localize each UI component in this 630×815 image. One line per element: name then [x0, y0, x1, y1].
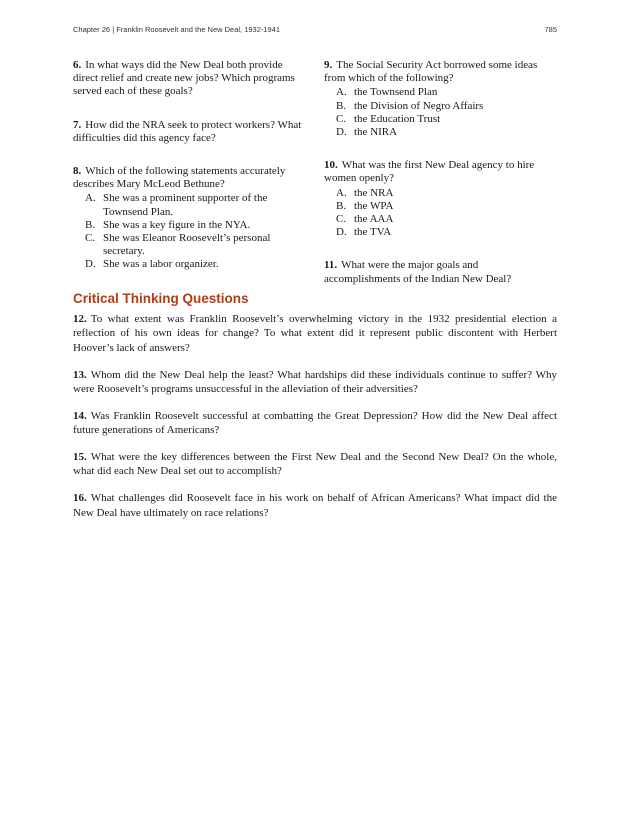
- question-number: 10.: [324, 159, 338, 172]
- answer-options: [336, 86, 556, 139]
- option-text: the WPA: [354, 199, 394, 212]
- option-d: [336, 226, 556, 239]
- question-number: 13.: [73, 368, 87, 381]
- option-d: [336, 126, 556, 139]
- option-b: [85, 219, 305, 232]
- option-letter: D.: [336, 126, 347, 139]
- option-letter: B.: [336, 199, 347, 212]
- question-text: What challenges did Roosevelt face in his work on behalf of African Americans? What impact did the New Deal have ultimately on race relations?: [73, 492, 557, 519]
- question-10: [324, 159, 556, 239]
- answer-options: [85, 192, 305, 271]
- answer-options: [336, 187, 556, 240]
- question-7: [73, 119, 305, 145]
- question-number: 14.: [73, 409, 87, 422]
- option-text: the NRA: [354, 186, 394, 199]
- question-text: Which of the following statements accurately describes Mary McLeod Bethune?: [73, 165, 286, 191]
- option-b: [336, 200, 556, 213]
- chapter-title: Chapter 26 | Franklin Roosevelt and the New Deal, 1932-1941: [73, 25, 281, 34]
- option-letter: D.: [85, 258, 96, 271]
- option-a: [336, 86, 556, 99]
- question-number: 12.: [73, 313, 87, 325]
- option-letter: A.: [336, 186, 347, 199]
- option-text: the TVA: [354, 226, 392, 239]
- question-14: [73, 409, 557, 438]
- question-16: [73, 491, 557, 520]
- option-a: [336, 187, 556, 200]
- question-text: Whom did the New Deal help the least? What hardships did these individuals continue to suffer? Why were Roosevelt’s programs unsuccessful in the alleviation of their adversities?: [73, 368, 557, 395]
- option-letter: B.: [336, 99, 347, 112]
- question-number: 11.: [324, 259, 338, 272]
- question-11: [324, 259, 556, 285]
- option-letter: B.: [85, 218, 96, 231]
- question-8: [73, 165, 305, 272]
- option-text: the NIRA: [354, 126, 398, 139]
- option-letter: C.: [336, 112, 347, 125]
- option-text: She was a prominent supporter of the Townsend Plan.: [103, 192, 268, 218]
- option-c: [85, 232, 305, 258]
- section-heading: Critical Thinking Questions: [73, 291, 249, 306]
- option-letter: A.: [336, 86, 347, 99]
- question-text: What was the first New Deal agency to hire women openly?: [324, 159, 535, 185]
- critical-thinking-questions: [73, 312, 557, 533]
- option-text: the Education Trust: [354, 112, 441, 125]
- option-letter: C.: [85, 232, 96, 245]
- review-questions-left-column: [73, 59, 305, 292]
- question-number: 6.: [73, 59, 82, 71]
- question-number: 16.: [73, 492, 87, 505]
- question-number: 7.: [73, 118, 82, 131]
- page-number: 785: [544, 25, 557, 34]
- question-12: [73, 312, 557, 355]
- option-text: the Townsend Plan: [354, 86, 438, 99]
- question-number: 8.: [73, 165, 82, 178]
- option-text: She was a key figure in the NYA.: [103, 218, 251, 231]
- question-6: [73, 59, 305, 99]
- option-text: the AAA: [354, 213, 394, 226]
- question-text: What were the key differences between the First New Deal and the Second New Deal? On the whole, what did each New Deal set out to accomplish?: [73, 451, 557, 478]
- option-letter: A.: [85, 192, 96, 205]
- page-header: [73, 25, 557, 34]
- question-text: To what extent was Franklin Roosevelt’s overwhelming victory in the 1932 presidential election a reflection of his own ideas for change? To what extent did it represent public discontent with Herbert Hoover’s lack of answers?: [73, 313, 557, 354]
- question-13: [73, 368, 557, 397]
- option-d: [85, 258, 305, 271]
- option-text: the Division of Negro Affairs: [354, 99, 484, 112]
- question-text: Was Franklin Roosevelt successful at combatting the Great Depression? How did the New Deal affect future generations of Americans?: [73, 409, 557, 437]
- review-questions-right-column: [324, 59, 556, 306]
- question-text: In what ways did the New Deal both provide direct relief and create new jobs? Which programs served each of these goals?: [73, 59, 295, 98]
- question-text: The Social Security Act borrowed some ideas from which of the following?: [324, 59, 538, 85]
- option-letter: D.: [336, 226, 347, 239]
- option-a: [85, 192, 305, 218]
- option-text: She was Eleanor Roosevelt’s personal secretary.: [103, 232, 271, 258]
- question-number: 15.: [73, 451, 87, 464]
- question-text: What were the major goals and accomplishments of the Indian New Deal?: [324, 259, 512, 285]
- option-letter: C.: [336, 213, 347, 226]
- option-b: [336, 100, 556, 113]
- option-c: [336, 213, 556, 226]
- option-c: [336, 113, 556, 126]
- question-number: 9.: [324, 59, 333, 71]
- question-9: [324, 59, 556, 139]
- question-text: How did the NRA seek to protect workers? What difficulties did this agency face?: [73, 118, 302, 144]
- option-text: She was a labor organizer.: [103, 258, 219, 271]
- question-15: [73, 450, 557, 479]
